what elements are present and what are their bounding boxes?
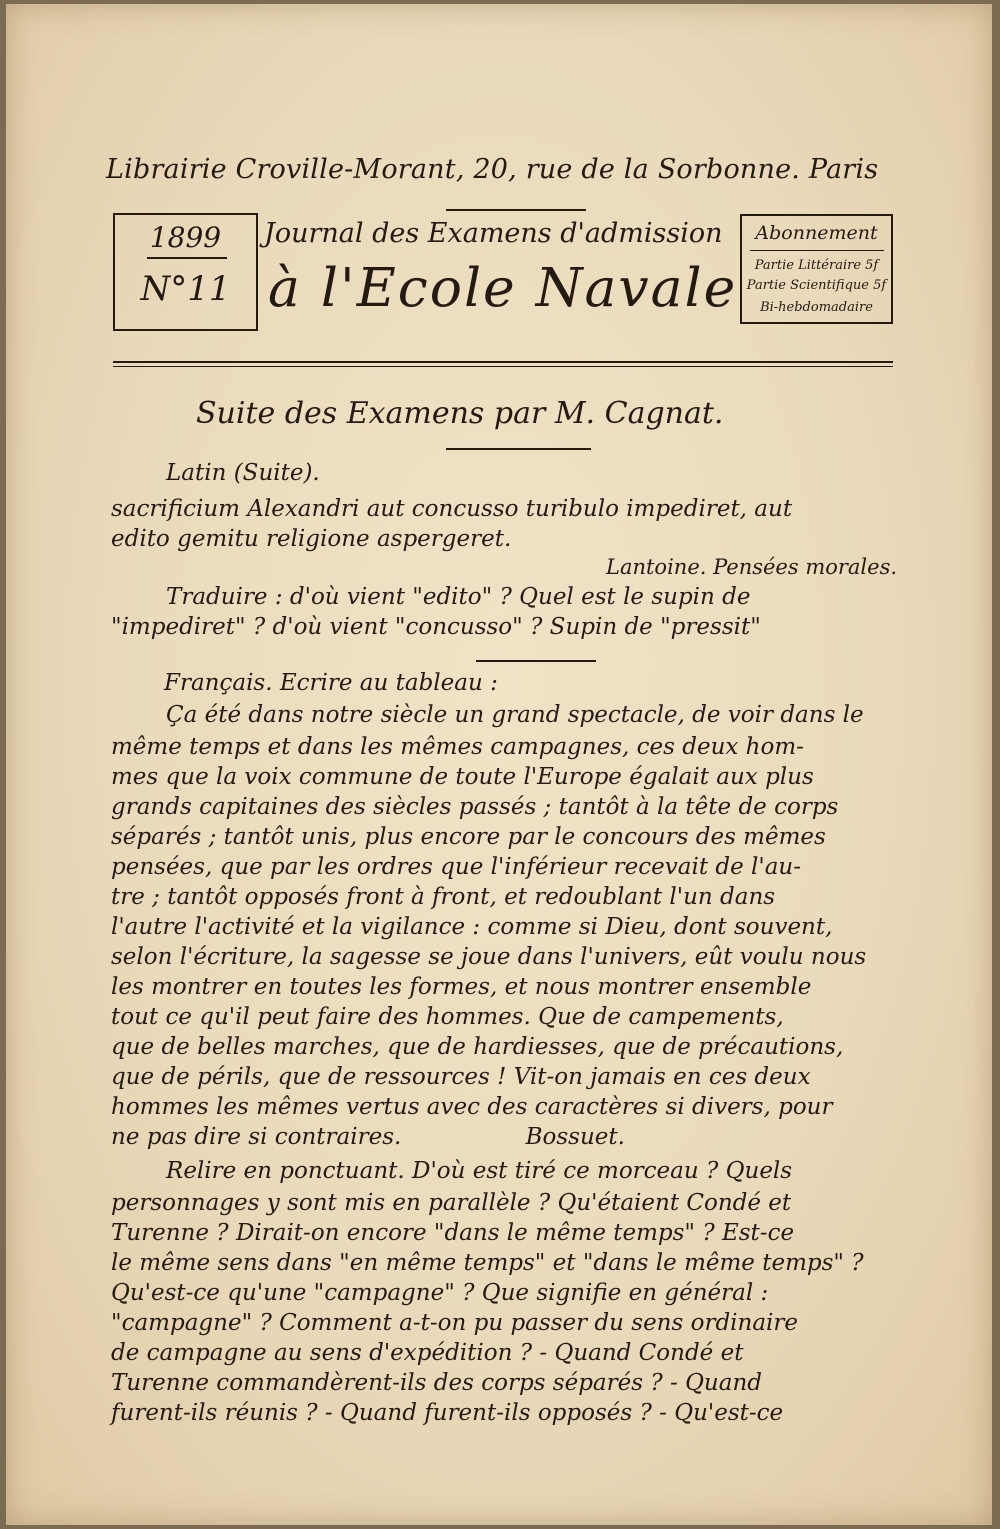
text-line: même temps et dans les mêmes campagnes, ces deux hom- <box>111 734 804 760</box>
text-line: Turenne ? Dirait-on encore "dans le même temps" ? Est-ce <box>111 1220 795 1246</box>
text-line: hommes les mêmes vertus avec des caractères si divers, pour <box>111 1094 833 1120</box>
text-line: Turenne commandèrent-ils des corps séparés ? - Quand <box>111 1370 762 1396</box>
subscription-divider <box>750 250 884 251</box>
masthead-rule-thin <box>113 366 893 367</box>
manuscript-page <box>6 4 992 1525</box>
text-line: Français. Ecrire au tableau : <box>164 670 498 696</box>
text-line: tre ; tantôt opposés front à front, et redoublant l'un dans <box>111 884 776 910</box>
text-line: les montrer en toutes les formes, et nous montrer ensemble <box>111 974 812 1000</box>
subscription-item: Bi-hebdomadaire <box>760 300 873 315</box>
text-line: Latin (Suite). <box>166 460 320 486</box>
subscription-item: Partie Littéraire 5f <box>754 258 879 273</box>
text-line: pensées, que par les ordres que l'inférieur recevait de l'au- <box>111 854 802 880</box>
text-line: "campagne" ? Comment a-t-on pu passer du sens ordinaire <box>111 1310 799 1336</box>
masthead-top-rule <box>446 209 586 211</box>
text-line: mes que la voix commune de toute l'Europe égalait aux plus <box>111 764 814 790</box>
journal-title-line1: Journal des Examens d'admission <box>264 218 723 249</box>
text-line: "impediret" ? d'où vient "concusso" ? Supin de "pressit" <box>111 614 761 640</box>
text-line: Qu'est-ce qu'une "campagne" ? Que signifie en général : <box>111 1280 769 1306</box>
subscription-heading: Abonnement <box>755 222 878 244</box>
subscription-item: Partie Scientifique 5f <box>746 278 887 293</box>
subscription-box <box>740 214 893 324</box>
text-line: de campagne au sens d'expédition ? - Quand Condé et <box>111 1340 744 1366</box>
text-line: Traduire : d'où vient "edito" ? Quel est le supin de <box>166 584 751 610</box>
journal-title-line2: à l'Ecole Navale <box>268 256 738 319</box>
publisher-line: Librairie Croville-Morant, 20, rue de la Sorbonne. Paris <box>106 154 879 185</box>
text-line: l'autre l'activité et la vigilance : comme si Dieu, dont souvent, <box>111 914 833 940</box>
text-line: séparés ; tantôt unis, plus encore par le concours des mêmes <box>111 824 826 850</box>
text-line: Ça été dans notre siècle un grand spectacle, de voir dans le <box>166 702 864 728</box>
text-line: Relire en ponctuant. D'où est tiré ce morceau ? Quels <box>166 1158 793 1184</box>
issue-divider <box>147 257 227 259</box>
heading-underline <box>446 448 591 450</box>
section-divider <box>476 660 596 662</box>
text-line: que de périls, que de ressources ! Vit-on jamais en ces deux <box>111 1064 811 1090</box>
text-line: que de belles marches, que de hardiesses, que de précautions, <box>111 1034 844 1060</box>
text-line: selon l'écriture, la sagesse se joue dans l'univers, eût voulu nous <box>111 944 867 970</box>
issue-year: 1899 <box>149 221 222 254</box>
text-line: ne pas dire si contraires. Bossuet. <box>111 1124 625 1150</box>
masthead-rule <box>113 361 893 363</box>
text-line: sacrificium Alexandri aut concusso turibulo impediret, aut <box>111 496 793 522</box>
text-line: edito gemitu religione aspergeret. <box>111 526 512 552</box>
text-line: le même sens dans "en même temps" et "dans le même temps" ? <box>111 1250 864 1276</box>
text-line: tout ce qu'il peut faire des hommes. Que de campements, <box>111 1004 784 1030</box>
section-heading: Suite des Examens par M. Cagnat. <box>196 396 724 431</box>
text-line: grands capitaines des siècles passés ; tantôt à la tête de corps <box>111 794 839 820</box>
issue-box <box>113 213 258 331</box>
text-line: Lantoine. Pensées morales. <box>606 555 898 579</box>
text-line: furent-ils réunis ? - Quand furent-ils opposés ? - Qu'est-ce <box>111 1400 784 1426</box>
text-line: personnages y sont mis en parallèle ? Qu'étaient Condé et <box>111 1190 792 1216</box>
issue-number: N°11 <box>140 269 231 309</box>
